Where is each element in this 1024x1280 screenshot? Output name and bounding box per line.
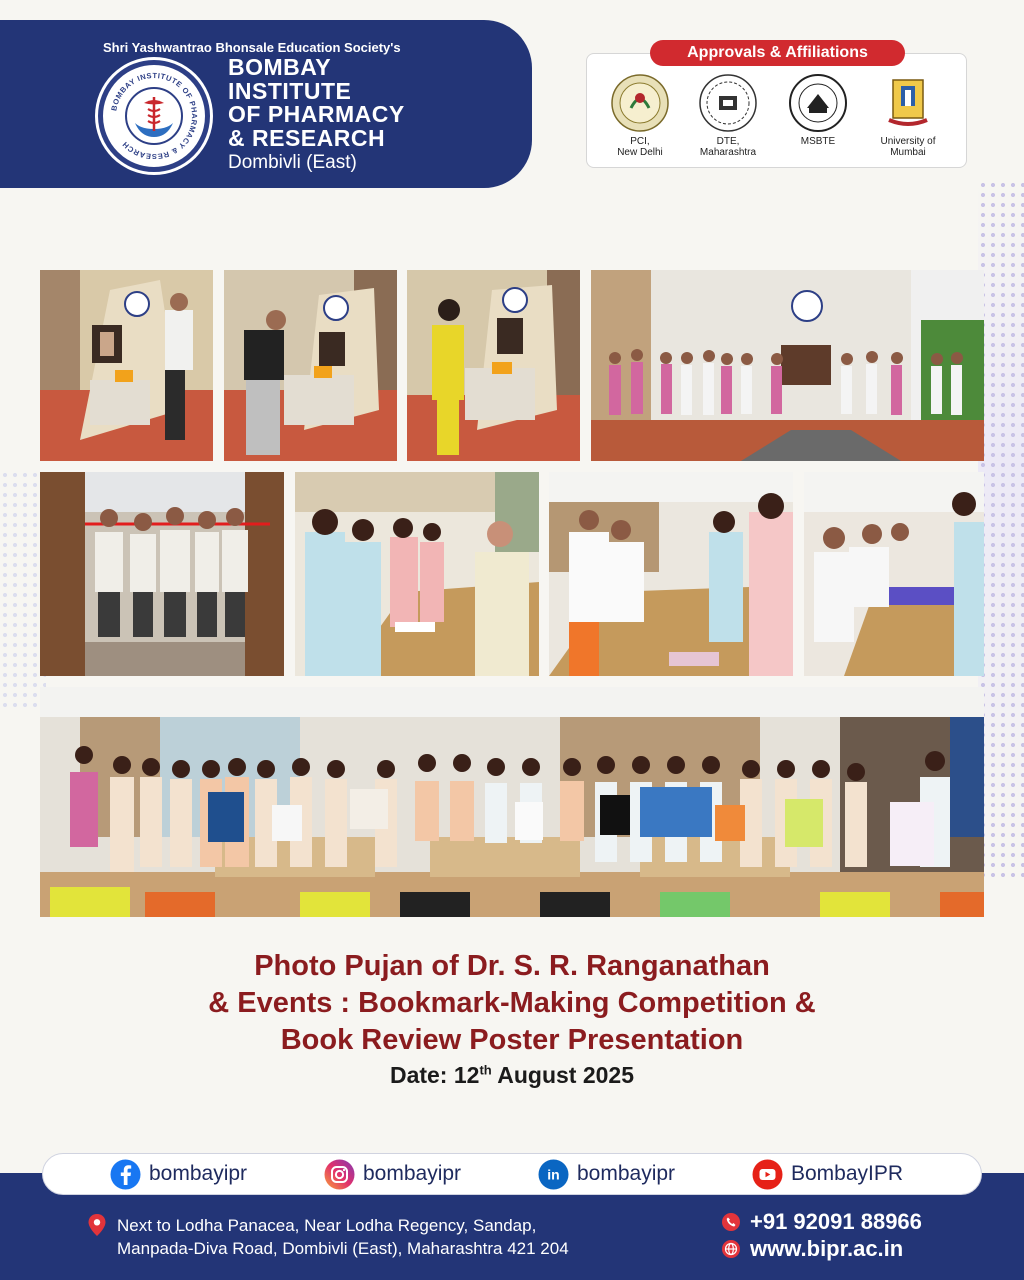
photo-poster-review bbox=[804, 472, 984, 676]
photo-group-posters bbox=[40, 687, 984, 917]
society-name: Shri Yashwantrao Bhonsale Education Society's bbox=[103, 40, 401, 55]
msbte-seal-icon bbox=[789, 74, 847, 132]
linkedin-icon bbox=[538, 1159, 569, 1190]
dte-seal-icon bbox=[699, 74, 757, 132]
instagram-handle: bombayipr bbox=[363, 1162, 462, 1185]
phone-number: +91 92091 88966 bbox=[750, 1209, 922, 1234]
affiliation-label: University of Mumbai bbox=[880, 136, 936, 158]
address-line: Manpada-Diva Road, Dombivli (East), Maharashtra 421 204 bbox=[117, 1239, 569, 1258]
social-linkedin[interactable] bbox=[538, 1158, 675, 1190]
photo-group-assembly bbox=[591, 270, 984, 461]
event-date: Date: 12th August 2025 bbox=[389, 1062, 635, 1088]
event-title-line: & Events : Bookmark-Making Competition & bbox=[208, 987, 816, 1019]
facebook-icon bbox=[110, 1159, 141, 1190]
address-line: Next to Lodha Panacea, Near Lodha Regency, Sandap, bbox=[117, 1216, 537, 1235]
svg-text:BOMBAY INSTITUTE OF PHARMACY &: BOMBAY INSTITUTE OF PHARMACY & RESEARCH bbox=[109, 70, 200, 162]
photo-garlanding-2 bbox=[224, 270, 397, 461]
youtube-handle: BombayIPR bbox=[791, 1162, 904, 1185]
instagram-icon bbox=[324, 1159, 355, 1190]
affiliation-mumbai-university bbox=[868, 74, 948, 158]
social-instagram[interactable] bbox=[324, 1158, 461, 1190]
affiliation-label: DTE, Maharashtra bbox=[699, 136, 757, 158]
affiliation-msbte bbox=[778, 74, 858, 147]
institute-logo bbox=[98, 60, 210, 172]
affiliation-pci bbox=[600, 74, 680, 158]
institute-name bbox=[228, 56, 488, 150]
event-title-line: Photo Pujan of Dr. S. R. Ranganathan bbox=[254, 950, 770, 982]
linkedin-handle: bombayipr bbox=[577, 1162, 676, 1185]
mumbai-university-crest-icon bbox=[879, 74, 937, 132]
social-facebook[interactable] bbox=[110, 1158, 247, 1190]
affiliations-title: Approvals & Affiliations bbox=[650, 40, 905, 66]
photo-judging-table bbox=[549, 472, 793, 676]
phone-icon bbox=[722, 1213, 740, 1231]
event-title-line: Book Review Poster Presentation bbox=[280, 1024, 744, 1056]
photo-garlanding-3 bbox=[407, 270, 580, 461]
decorative-dots-right bbox=[978, 180, 1024, 880]
logo-seal-icon bbox=[103, 65, 205, 167]
globe-icon bbox=[722, 1240, 740, 1258]
photo-judging-bookmarks bbox=[295, 472, 539, 676]
phone-contact[interactable] bbox=[722, 1209, 922, 1235]
address bbox=[117, 1214, 569, 1260]
institute-name-line: INSTITUTE bbox=[228, 77, 352, 104]
event-title bbox=[0, 948, 1024, 1059]
youtube-icon bbox=[752, 1159, 783, 1190]
website-link[interactable] bbox=[722, 1236, 903, 1262]
social-youtube[interactable] bbox=[752, 1158, 903, 1190]
location-pin-icon bbox=[85, 1213, 109, 1237]
institute-name-line: OF PHARMACY bbox=[228, 101, 405, 127]
svg-text:in: in bbox=[547, 1166, 560, 1182]
institute-location: Dombivli (East) bbox=[228, 152, 357, 173]
pci-seal-icon bbox=[611, 74, 669, 132]
institute-name-line: BOMBAY bbox=[228, 54, 332, 80]
affiliation-label: PCI, New Delhi bbox=[617, 136, 663, 158]
affiliation-label: MSBTE bbox=[800, 136, 836, 147]
affiliation-dte bbox=[688, 74, 768, 158]
facebook-handle: bombayipr bbox=[149, 1162, 248, 1185]
photo-garlanding-1 bbox=[40, 270, 213, 461]
institute-name-line: & RESEARCH bbox=[228, 124, 386, 151]
photo-ribbon-cutting bbox=[40, 472, 284, 676]
website-url: www.bipr.ac.in bbox=[750, 1236, 904, 1261]
